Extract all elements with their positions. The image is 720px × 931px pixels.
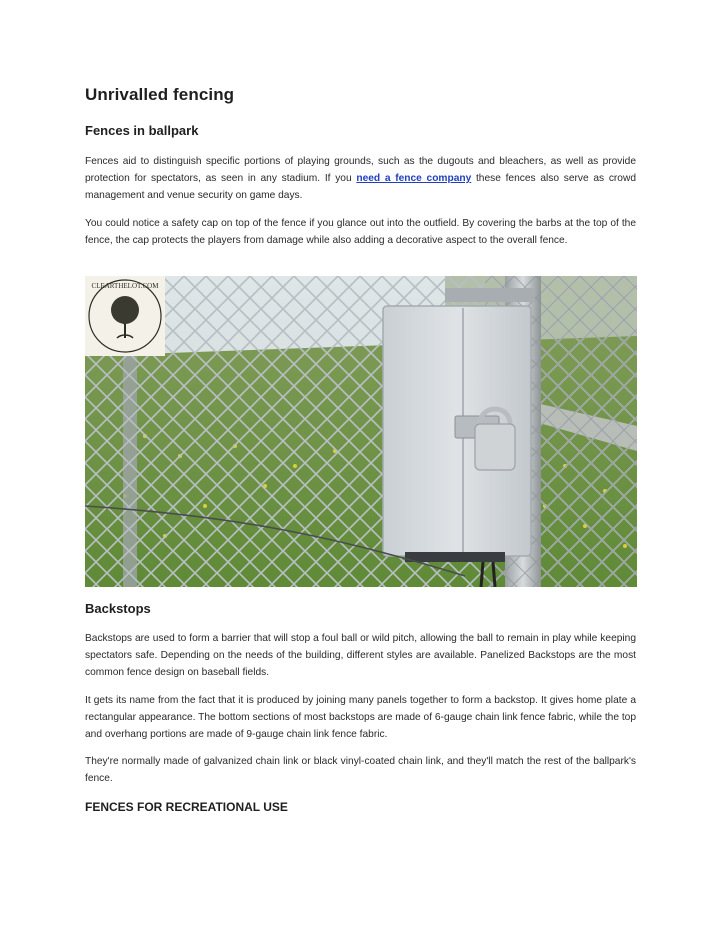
svg-text:CLEARTHELOT.COM: CLEARTHELOT.COM	[91, 282, 159, 290]
text-span: Fences aid to distinguish specific portions of playing grounds, such as the dugouts and bleachers, as well as provide protection for spectators, as seen in any stadium. If you	[85, 156, 636, 184]
paragraph-backstops-intro: Backstops are used to form a barrier that will stop a foul ball or wild pitch, allowing the ball to remain in play while keeping spectators safe. Depending on the needs of the building, different styles are available. Panelized Backstops are the most common fence design on baseball fields.	[85, 633, 636, 678]
page-title: Unrivalled fencing	[85, 85, 235, 104]
fence-photo	[85, 276, 637, 587]
paragraph-fences-intro	[85, 153, 636, 204]
fence-company-link[interactable]: need a fence company	[356, 173, 472, 184]
heading-backstops: Backstops	[85, 601, 151, 616]
clearthelot-logo	[85, 276, 165, 356]
paragraph-backstops-panels: It gets its name from the fact that it is produced by joining many panels together to form a backstop. It gives home plate a rectangular appearance. The bottom sections of most backstops are made of 6-gauge chain link fence fabric, while the top and overhang portions are made of 9-gauge chain link fence fabric.	[85, 695, 636, 740]
paragraph-safety-cap: You could notice a safety cap on top of the fence if you glance out into the outfield. By covering the barbs at the top of the fence, the cap protects the players from damage while also adding a decorative aspect to the overall fence.	[85, 218, 636, 246]
text-span: these fences also serve as crowd management and venue security on game days.	[85, 173, 636, 201]
paragraph-backstops-material: They're normally made of galvanized chain link or black vinyl-coated chain link, and they'll match the rest of the ballpark's fence.	[85, 756, 636, 784]
heading-recreational-use: FENCES FOR RECREATIONAL USE	[85, 800, 288, 814]
heading-fences-in-ballpark: Fences in ballpark	[85, 123, 199, 138]
